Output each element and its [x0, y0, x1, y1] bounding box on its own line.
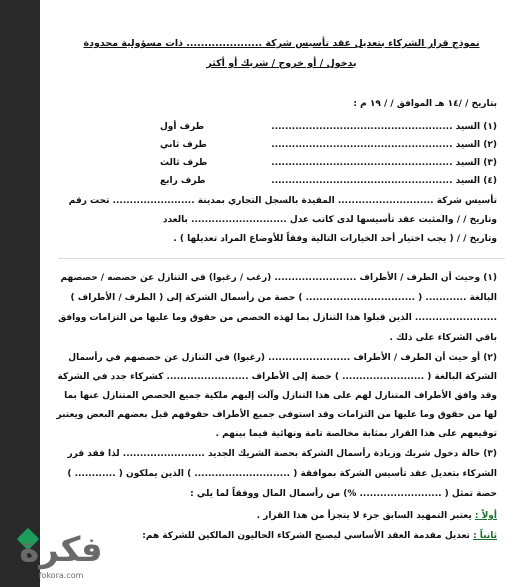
party-4-label: طرف رابع: [160, 176, 206, 186]
section-divider: [58, 258, 505, 259]
clause-2-line-1: (٢) أو حيث أن الطرف / الأطراف ........................ (رغبوا) في التنازل عن حصصهم في رأسمال: [68, 353, 497, 363]
clause-2-line-4: لها من حقوق وما عليها من التزامات وقد استوفى جميع الأطراف حقوقهم قبل بعضهم البعض ويعتبر: [56, 410, 497, 420]
clause-1-line-3: ........................ الذين قبلوا هذا التنازل بما لهذه الحصص من حقوق وما عليها من التزامات ووافق: [58, 313, 497, 323]
company-line-3: وتاريخ / / ( يجب اختيار أحد الخيارات التالية وفقاً للأوضاع المراد تعديلها ) .: [173, 234, 497, 244]
party-3-label: طرف ثالث: [160, 158, 208, 168]
first-label: أولاً :: [474, 511, 497, 521]
second-item: [142, 530, 497, 542]
document-subtitle: بدخول / أو خروج / شريك أو أكثر: [206, 58, 357, 69]
clause-3-line-3: حصة تمثل ( ........................ %) من رأسمال المال ووفقاً لما يلي :: [190, 489, 497, 499]
first-item: [257, 510, 497, 522]
party-3-line: (٣) السيد .....................................................: [271, 158, 497, 168]
company-line-1: تأسيس شركة ............................ المقيدة بالسجل التجاري بمدينة ........................ تحت رقم: [68, 196, 497, 206]
logo-domain: fokora.com: [38, 571, 84, 580]
document-page: [40, 0, 523, 587]
second-label: ثانياً :: [473, 531, 497, 541]
party-1-label: طرف أول: [160, 122, 205, 132]
clause-2-line-3: وقد وافق الأطراف المتنازل لهم على هذا التنازل وآلت إليهم ملكية جميع الحصص المتنازل عنها بما: [64, 391, 497, 401]
company-line-2: وتاريخ / / والمثبت عقد تأسيسها لدى كاتب عدل ............................ بالعدد: [162, 215, 497, 225]
party-1-line: (١) السيد .....................................................: [271, 122, 497, 132]
second-text: تعديل مقدمة العقد الأساسي ليصبح الشركاء الحاليون المالكين للشركة هم:: [142, 531, 470, 541]
fikra-logo: [6, 529, 116, 585]
party-2-line: (٢) السيد .....................................................: [271, 140, 497, 150]
document-title: نموذج قرار الشركاء بتعديل عقد تأسيس شركة ..................... ذات مسؤولية محدودة: [83, 38, 480, 49]
first-text: يعتبر التمهيد السابق جزء لا يتجزأ من هذا القرار .: [256, 511, 472, 521]
logo-name: فكرة: [19, 530, 103, 570]
clause-1-line-4: باقي الشركاء على ذلك .: [389, 333, 497, 343]
clause-3-line-2: الشركاء بتعديل عقد تأسيس الشركة بموافقة ( ............................ ) الذين يملكون ( ............ ): [67, 469, 497, 479]
date-line: بتاريخ / /١٤ هـ الموافق / / ١٩ م :: [353, 99, 497, 109]
clause-3-line-1: (٣) حالة دخول شريك وزيادة رأسمال الشركة بحصة الشريك الجديد ........................ لذا فقد قرر: [67, 449, 497, 459]
clause-2-line-5: توقيعهم على هذا القرار بمثابة مخالصة تامة ونهائية فيما بينهم .: [215, 429, 497, 439]
party-4-line: (٤) السيد .....................................................: [271, 176, 497, 186]
party-2-label: طرف ثاني: [160, 140, 207, 150]
clause-1-line-1: (١) وحيث أن الطرف / الأطراف ........................ (رغب / رغبوا) في التنازل عن حصصه / حصصهم: [60, 273, 497, 283]
clause-1-line-2: البالغة ............ ( ................................ ) حصة من رأسمال الشركة إلى ( الطرف / الأطراف ): [70, 293, 497, 303]
clause-2-line-2: الشركة البالغة ( ........................ ) حصة إلى الأطراف ........................ كشركاء جدد في الشركة: [57, 372, 497, 382]
